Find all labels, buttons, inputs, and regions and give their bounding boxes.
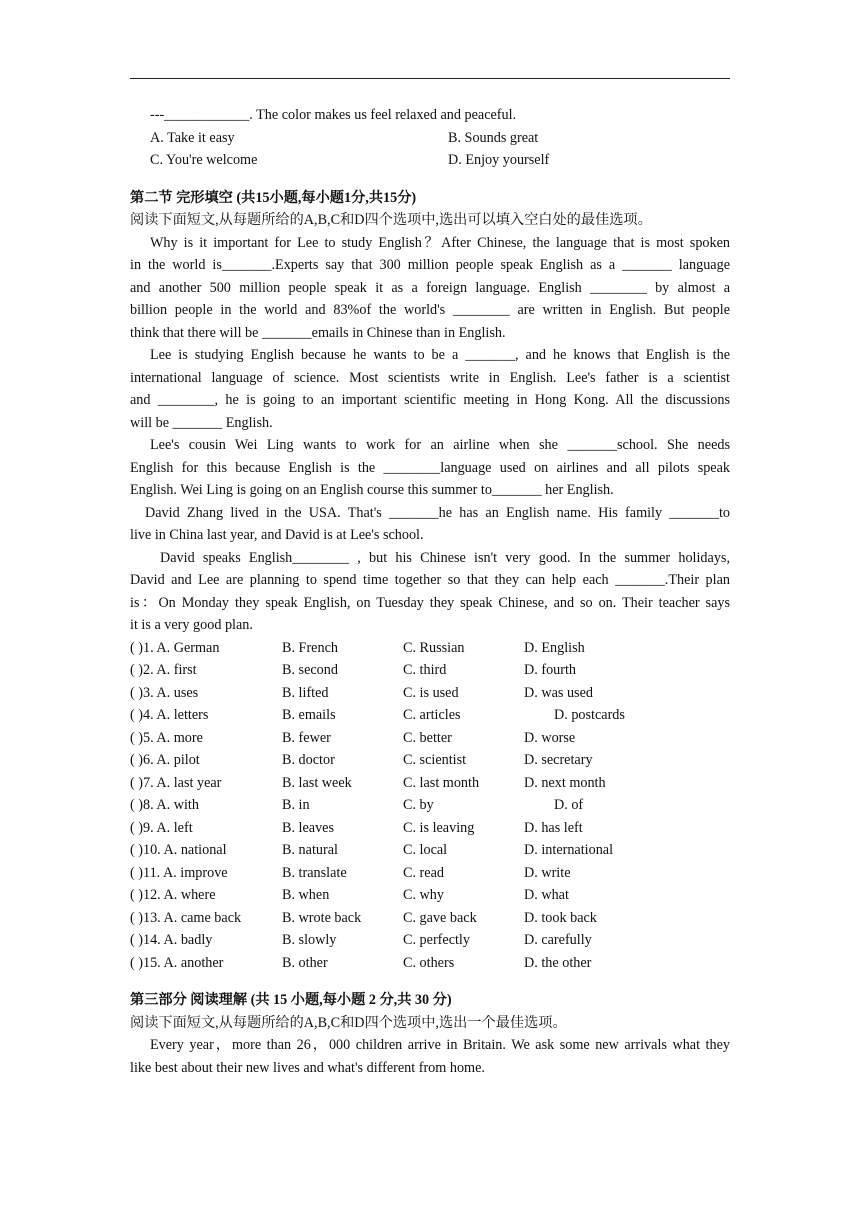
passage-line: English. Wei Ling is going on an English course this summer to_______ her English.: [130, 482, 614, 498]
passage-line: it is a very good plan.: [130, 617, 253, 633]
reading-passage: [130, 1034, 730, 1079]
dialog-options-row-1: [130, 127, 730, 150]
passage-line: Why is it important for Lee to study English？After Chinese, the language that is most spoken: [150, 234, 730, 251]
passage-line: and ________, he is going to an important scientific meeting in Hong Kong. All the discussions: [130, 392, 730, 408]
passage-line: in the world is_______.Experts say that 300 million people speak English as a _______ language: [130, 257, 730, 273]
question-option-d: D. was used: [524, 684, 593, 701]
question-option-a: ( )7. A. last year: [130, 774, 222, 791]
passage-line: David and Lee are planning to spend time together so that they can help each _______.Their plan: [130, 572, 730, 588]
question-option-b: B. slowly: [282, 932, 337, 948]
passage-line: international language of science. Most scientists write in English. Lee's father is a scientist: [130, 369, 730, 386]
question-option-a: ( )12. A. where: [130, 887, 216, 903]
passage-line: English for this because English is the ________language used on airlines and all pilots speak: [130, 459, 730, 476]
question-option-a: ( )3. A. uses: [130, 684, 199, 701]
passage-line: billion people in the world and 83%of the world's ________ are written in English. But people: [130, 302, 730, 318]
question-option-a: ( )8. A. with: [130, 797, 199, 813]
passage-line: Lee is studying English because he wants to be a _______, and he knows that English is the: [150, 347, 730, 363]
question-option-a: ( )11. A. improve: [130, 864, 228, 881]
question-option-c: C. better: [403, 729, 452, 746]
passage-line: and another 500 million people speak it as a foreign language. English ________ by almost a: [130, 279, 730, 296]
passage-line: Lee's cousin Wei Ling wants to work for an airline when she _______school. She needs: [150, 437, 730, 453]
dialog-option-b: B. Sounds great: [448, 129, 539, 146]
passage-line: David Zhang lived in the USA. That's _______he has an English name. His family _______to: [145, 504, 730, 521]
question-option-d: D. took back: [524, 909, 597, 926]
passage-line: is：On Monday they speak English, on Tuesday they speak Chinese, and so on. Their teacher says: [130, 594, 730, 611]
question-option-a: ( )4. A. letters: [130, 707, 209, 723]
question-option-a: ( )1. A. German: [130, 639, 220, 656]
question-option-a: ( )9. A. left: [130, 819, 193, 836]
dialog-option-a: A. Take it easy: [150, 129, 235, 146]
passage-line: will be _______ English.: [130, 414, 273, 431]
question-option-b: B. leaves: [282, 819, 335, 836]
question-option-a: ( )2. A. first: [130, 662, 197, 678]
cloze-questions: [130, 637, 730, 975]
question-row: [130, 637, 730, 660]
question-row: [130, 862, 730, 885]
question-option-b: B. lifted: [282, 684, 329, 701]
question-option-c: C. is used: [403, 684, 459, 701]
question-row: [130, 659, 730, 682]
question-option-d: D. next month: [524, 774, 606, 791]
question-option-a: ( )5. A. more: [130, 729, 203, 746]
question-option-c: C. gave back: [403, 909, 477, 926]
question-option-c: C. is leaving: [403, 819, 475, 836]
question-option-c: C. last month: [403, 774, 480, 791]
question-option-d: D. write: [524, 864, 571, 881]
passage-line: Every year，more than 26，000 children arrive in Britain. We ask some new arrivals what they: [150, 1037, 730, 1053]
question-option-b: B. emails: [282, 707, 336, 723]
passage-line: like best about their new lives and what's different from home.: [130, 1059, 485, 1076]
question-option-c: C. by: [403, 797, 434, 813]
question-row: [130, 817, 730, 840]
question-option-d: D. secretary: [524, 752, 593, 768]
section2-title: 第二节 完形填空 (共15小题,每小题1分,共15分): [130, 189, 417, 206]
question-option-b: B. when: [282, 887, 330, 903]
question-option-b: B. fewer: [282, 729, 331, 746]
question-option-d: D. of: [554, 797, 584, 813]
cloze-passage: [130, 232, 730, 637]
dialog-options-row-2: [130, 149, 730, 172]
question-option-c: C. read: [403, 864, 444, 881]
question-option-d: D. worse: [524, 729, 576, 746]
question-option-d: D. international: [524, 842, 614, 858]
question-option-c: C. local: [403, 842, 448, 858]
question-row: [130, 794, 730, 817]
passage-line: think that there will be _______emails in Chinese than in English.: [130, 324, 506, 341]
page-content: [130, 104, 730, 1079]
question-option-a: ( )14. A. badly: [130, 932, 213, 948]
question-row: [130, 907, 730, 930]
question-option-b: B. doctor: [282, 752, 335, 768]
question-option-c: C. perfectly: [403, 932, 470, 948]
question-row: [130, 772, 730, 795]
spacer: [130, 974, 730, 989]
question-option-c: C. third: [403, 662, 447, 678]
question-option-d: D. what: [524, 887, 569, 903]
question-row: [130, 727, 730, 750]
question-option-d: D. has left: [524, 819, 583, 836]
question-option-c: C. Russian: [403, 639, 465, 656]
question-option-d: D. the other: [524, 954, 592, 971]
question-row: [130, 884, 730, 907]
dialog-option-d: D. Enjoy yourself: [448, 152, 550, 168]
section3-instruction: 阅读下面短文,从每题所给的A,B,C和D四个选项中,选出一个最佳选项。: [130, 1014, 567, 1031]
question-option-c: C. others: [403, 954, 455, 971]
question-option-a: ( )10. A. national: [130, 842, 227, 858]
question-option-a: ( )6. A. pilot: [130, 752, 200, 768]
section2-instruction: 阅读下面短文,从每题所给的A,B,C和D四个选项中,选出可以填入空白处的最佳选项。: [130, 212, 652, 228]
section3-title: 第三部分 阅读理解 (共 15 小题,每小题 2 分,共 30 分): [130, 992, 452, 1008]
dialog-line: ---____________. The color makes us feel relaxed and peaceful.: [150, 107, 517, 123]
question-option-d: D. carefully: [524, 932, 592, 948]
question-option-b: B. second: [282, 662, 338, 678]
dialog-option-c: C. You're welcome: [150, 152, 258, 168]
question-option-b: B. translate: [282, 864, 347, 881]
question-row: [130, 704, 730, 727]
question-row: [130, 952, 730, 975]
passage-line: David speaks English________ , but his Chinese isn't very good. In the summer holidays,: [160, 549, 730, 566]
question-option-c: C. articles: [403, 707, 461, 723]
question-option-b: B. wrote back: [282, 909, 362, 926]
header-rule: [130, 78, 730, 79]
question-option-a: ( )13. A. came back: [130, 909, 242, 926]
question-row: [130, 682, 730, 705]
question-option-b: B. natural: [282, 842, 338, 858]
question-option-d: D. fourth: [524, 662, 577, 678]
spacer: [130, 172, 730, 187]
question-row: [130, 929, 730, 952]
question-option-c: C. why: [403, 887, 444, 903]
question-option-d: D. English: [524, 639, 585, 656]
question-option-b: B. other: [282, 954, 328, 971]
question-option-c: C. scientist: [403, 752, 467, 768]
question-option-d: D. postcards: [554, 707, 625, 723]
question-option-b: B. in: [282, 797, 310, 813]
question-option-b: B. last week: [282, 774, 352, 791]
question-row: [130, 749, 730, 772]
question-option-b: B. French: [282, 639, 338, 656]
passage-line: live in China last year, and David is at Lee's school.: [130, 527, 424, 543]
question-row: [130, 839, 730, 862]
question-option-a: ( )15. A. another: [130, 954, 224, 971]
